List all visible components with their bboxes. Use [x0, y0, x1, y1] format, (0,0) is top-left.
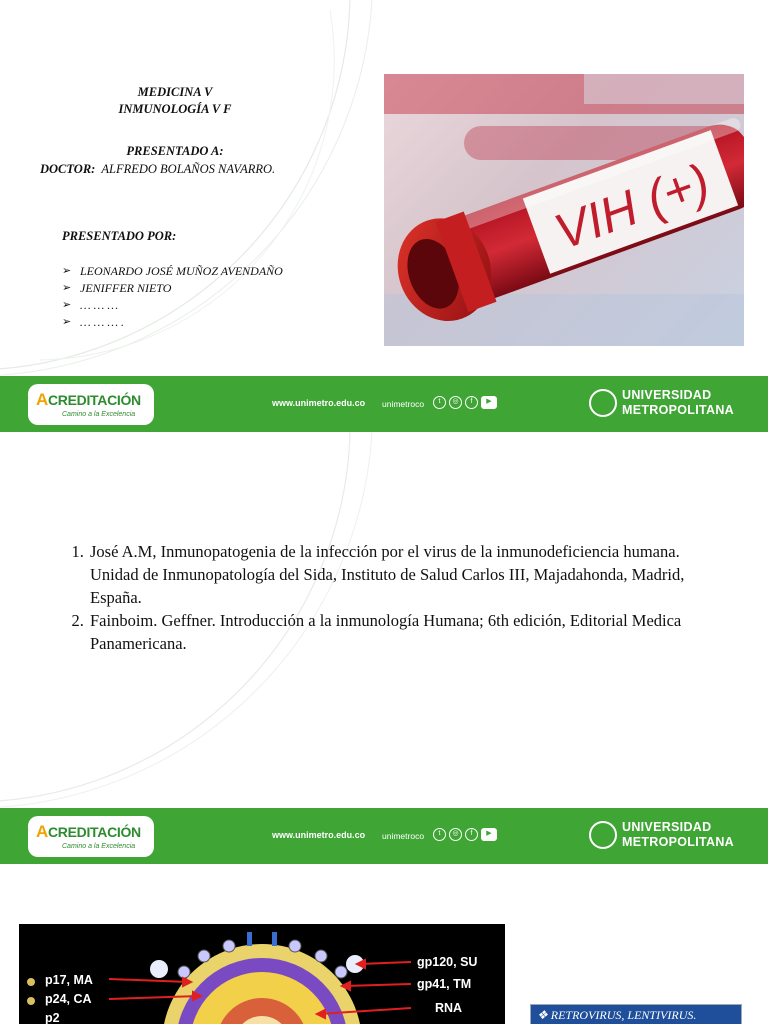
course-line-2: INMUNOLOGÍA V F — [118, 102, 232, 116]
accreditation-logo-icon: A — [36, 822, 48, 841]
arrow-bullet-icon: ➢ — [62, 282, 72, 294]
footer-band — [0, 808, 768, 864]
list-item: ➢ … … … . — [62, 315, 125, 329]
social-handle: unimetroco — [382, 831, 425, 841]
website-link[interactable]: www.unimetro.edu.co — [272, 830, 366, 840]
twitter-icon[interactable]: t — [433, 828, 446, 841]
youtube-icon[interactable]: ▶ — [481, 828, 497, 841]
retrovirus-label: ❖ RETROVIRUS, LENTIVIRUS. — [530, 1004, 742, 1024]
hiv-structure-diagram — [19, 924, 505, 1024]
arrow-bullet-icon: ➢ — [62, 316, 72, 328]
doctor-line — [40, 162, 275, 177]
virus-structure-slide — [0, 864, 768, 1024]
list-item: ➢ … … … — [62, 298, 119, 312]
label-p24: p24, CA — [45, 992, 92, 1006]
doctor-name: ALFREDO BOLAÑOS NAVARRO. — [101, 162, 276, 176]
social-handle: unimetroco — [382, 399, 425, 409]
list-item: 2. Fainboim. Geffner. Introducción a la inmunología Humana; 6th edición, Editorial Medica Panamericana. — [88, 609, 726, 655]
accreditation-badge: ACREDITACIÓN Camino a la Excelencia — [28, 816, 154, 857]
presented-by-label: PRESENTADO POR: — [62, 229, 177, 243]
course-line-1: MEDICINA V — [137, 85, 213, 99]
university-crest-icon — [589, 821, 617, 849]
list-item: ➢ JENIFFER NIETO — [62, 281, 172, 295]
university-crest-icon — [589, 389, 617, 417]
label-p17: p17, MA — [45, 973, 93, 987]
university-name: UNIVERSIDAD METROPOLITANA — [622, 820, 734, 849]
accreditation-logo-icon: A — [36, 390, 48, 409]
course-title — [0, 84, 350, 118]
facebook-icon[interactable]: f — [465, 396, 478, 409]
title-slide — [0, 0, 768, 376]
website-link[interactable]: www.unimetro.edu.co — [272, 398, 366, 408]
reference-list — [66, 540, 726, 655]
social-icons — [433, 828, 497, 841]
instagram-icon[interactable]: ◎ — [449, 828, 462, 841]
label-gp120: gp120, SU — [417, 955, 478, 969]
test-tube-photo — [384, 74, 744, 346]
instagram-icon[interactable]: ◎ — [449, 396, 462, 409]
footer-band — [0, 376, 768, 432]
label-rna: RNA — [435, 1001, 463, 1015]
accreditation-badge: ACREDITACIÓN Camino a la Excelencia — [28, 384, 154, 425]
arrow-bullet-icon: ➢ — [62, 299, 72, 311]
doctor-label: DOCTOR: — [40, 162, 96, 176]
list-item: 1. José A.M, Inmunopatogenia de la infección por el virus de la inmunodeficiencia humana. Unidad de Inmunopatología del Sida, Instituto de Salud Carlos III, Majadahonda, Madrid, España. — [88, 540, 726, 609]
list-item: ➢ LEONARDO JOSÉ MUÑOZ AVENDAÑO — [62, 264, 283, 278]
university-name: UNIVERSIDAD METROPOLITANA — [622, 388, 734, 417]
youtube-icon[interactable]: ▶ — [481, 396, 497, 409]
tube-label: VIH (+) — [547, 153, 717, 261]
presented-to-label: PRESENTADO A: — [126, 144, 224, 158]
label-gp41: gp41, TM — [417, 977, 472, 991]
arrow-bullet-icon: ➢ — [62, 265, 72, 277]
twitter-icon[interactable]: t — [433, 396, 446, 409]
social-icons — [433, 396, 497, 409]
references-slide — [0, 432, 768, 808]
presenter-list — [62, 263, 283, 331]
label-p2: p2 — [45, 1011, 60, 1024]
facebook-icon[interactable]: f — [465, 828, 478, 841]
